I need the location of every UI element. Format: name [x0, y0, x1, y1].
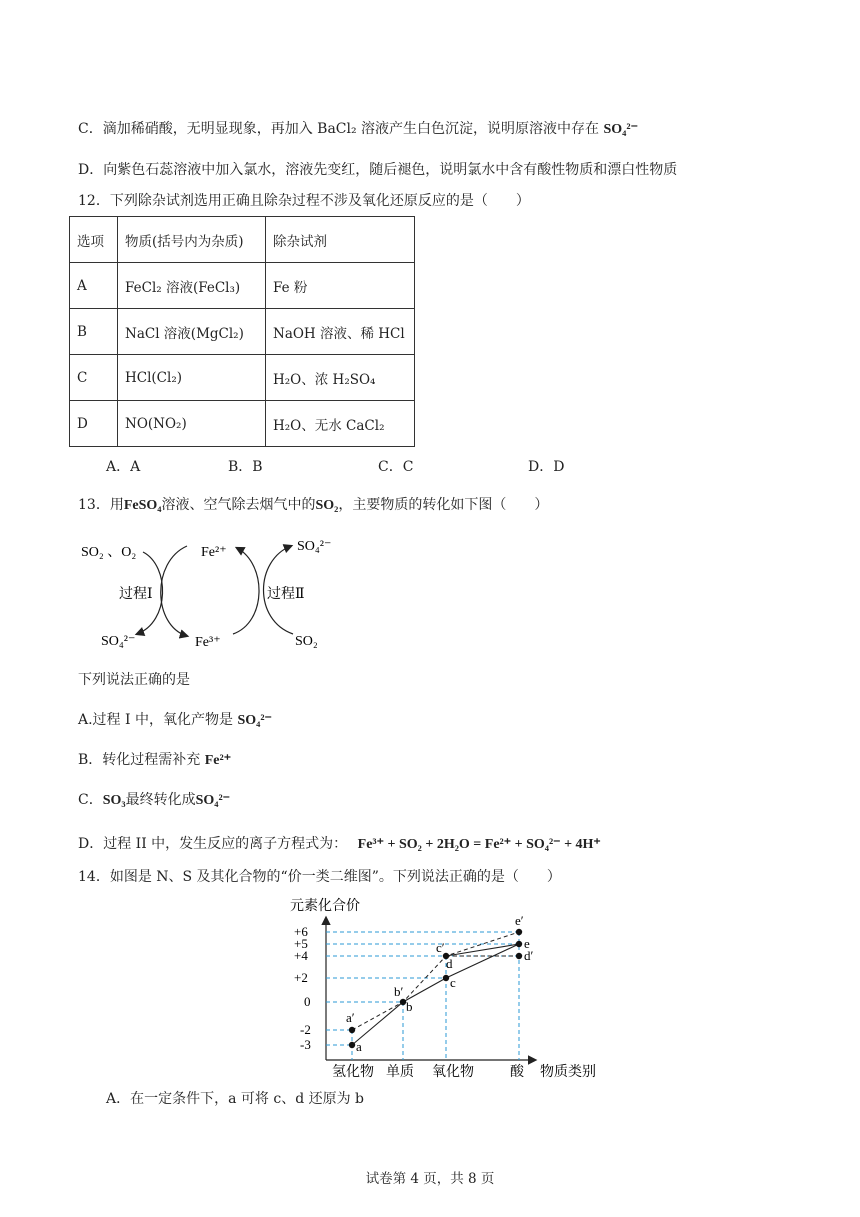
q14-valence-chart: [290, 890, 610, 1080]
y-tick-label: +5: [294, 936, 308, 951]
page-footer: 试卷第 4 页，共 8 页: [365, 1171, 495, 1187]
point-c: [443, 975, 449, 981]
q13-option-d-equation: Fe³⁺ + SO₂ + 2H₂O = Fe²⁺ + SO₄²⁻ + 4H⁺: [357, 837, 601, 852]
table-header-cell: 选项: [70, 217, 118, 263]
point-e: [516, 941, 522, 947]
diagram-label-so4-top: SO₄²⁻: [297, 539, 332, 554]
q14-option-a: A．在一定条件下，a 可将 c、d 还原为 b: [106, 1091, 365, 1107]
y-tick-label: +4: [294, 948, 308, 963]
q11-option-c-ion: SO₄²⁻: [603, 122, 638, 137]
label-e-prime: e′: [515, 913, 524, 928]
y-tick-label: +6: [294, 924, 308, 939]
table-row: [70, 263, 415, 309]
chart-y-title: 元素化合价: [290, 899, 360, 914]
q13-stem-suffix: ，主要物质的转化如下图（ ）: [338, 497, 549, 513]
label-e: e: [524, 936, 530, 951]
x-tick-label: 酸: [510, 1065, 524, 1080]
diagram-label-fe2: Fe²⁺: [201, 545, 227, 560]
label-b: b: [406, 999, 413, 1014]
table-cell: NO(NO₂): [118, 401, 266, 447]
q13-stem-feso4: FeSO₄: [123, 498, 162, 513]
q12-choice-c: C．C: [378, 459, 414, 475]
table-row: [70, 355, 415, 401]
label-b-prime: b′: [394, 984, 404, 999]
y-tick-label: -3: [300, 1037, 311, 1052]
table-cell: HCl(Cl₂): [118, 355, 266, 401]
q12-choice-a: A．A: [106, 459, 141, 475]
point-a: [349, 1042, 355, 1048]
q13-stem-so2: SO₂: [315, 498, 339, 513]
table-header-cell: 除杂试剂: [266, 217, 415, 263]
point-e-prime: [516, 929, 522, 935]
label-d: d: [446, 956, 453, 971]
q13-prompt: 下列说法正确的是: [78, 672, 190, 688]
diagram-label-so4-bottom: SO₄²⁻: [101, 634, 136, 649]
q13-option-d-text: D．过程 II 中，发生反应的离子方程式为：: [78, 836, 348, 852]
q12-choice-d: D．D: [528, 459, 565, 475]
table-cell: FeCl₂ 溶液(FeCl₃): [118, 263, 266, 309]
q13-option-c-ion: SO₄²⁻: [195, 793, 231, 808]
q13-option-c-text: 最终转化成: [125, 792, 196, 808]
q14-stem: 14．如图是 N、S 及其化合物的“价一类二维图”。下列说法正确的是（ ）: [78, 869, 561, 885]
q13-option-a: [78, 709, 272, 729]
diagram-label-process1: 过程Ⅰ: [119, 587, 153, 602]
point-labels: [346, 913, 534, 1054]
arc-middle-right: [233, 548, 259, 634]
table-row: [70, 309, 415, 355]
q13-option-c-so3: SO₃: [102, 793, 126, 808]
q13-cycle-diagram: [75, 530, 345, 660]
q13-option-d: [78, 833, 601, 853]
table-cell: C: [70, 355, 118, 401]
arc-middle-left: [161, 546, 187, 636]
q12-table: [69, 216, 415, 447]
q11-option-d: D．向紫色石蕊溶液中加入氯水，溶液先变红，随后褪色，说明氯水中含有酸性物质和漂白性物质: [78, 162, 678, 178]
q13-option-a-ion: SO₄²⁻: [237, 713, 272, 728]
q13-option-c: [78, 789, 230, 809]
series-main-line: [352, 944, 519, 1045]
q13-option-b-text: B．转化过程需补充: [78, 752, 201, 768]
y-tick-label: 0: [304, 994, 311, 1009]
x-tick-label: 单质: [386, 1065, 414, 1080]
table-cell: A: [70, 263, 118, 309]
table-header-cell: 物质(括号内为杂质): [118, 217, 266, 263]
y-tick-label: -2: [300, 1022, 311, 1037]
label-c: c: [450, 975, 456, 990]
table-cell: B: [70, 309, 118, 355]
chart-x-title: 物质类别: [540, 1065, 596, 1080]
diagram-label-so2-o2: SO₂ 、O₂: [81, 545, 137, 560]
table-header-row: [70, 217, 415, 263]
q13-option-b: [78, 749, 231, 769]
q13-stem: [78, 494, 548, 514]
label-d-prime: d′: [524, 948, 534, 963]
q13-stem-prefix: 13．用: [78, 497, 124, 513]
table-row: [70, 401, 415, 447]
label-a: a: [356, 1039, 362, 1054]
diagram-label-process2: 过程Ⅱ: [267, 587, 305, 602]
table-cell: H₂O、浓 H₂SO₄: [266, 355, 415, 401]
y-tick-label: +2: [294, 970, 308, 985]
guide-lines: [326, 932, 519, 1060]
x-ticks: [332, 1063, 525, 1080]
q11-option-c-text: C．滴加稀硝酸，无明显现象，再加入 BaCl₂ 溶液产生白色沉淀，说明原溶液中存在: [78, 121, 600, 137]
point-d-prime: [516, 953, 522, 959]
table-cell: Fe 粉: [266, 263, 415, 309]
x-tick-label: 氢化物: [332, 1065, 374, 1080]
label-c-prime: c′: [436, 940, 445, 955]
q13-option-c-prefix: C．: [78, 792, 103, 808]
diagram-label-so2-bottom: SO₂: [295, 634, 318, 649]
q13-option-b-ion: Fe²⁺: [204, 753, 232, 768]
label-a-prime: a′: [346, 1010, 355, 1025]
q12-choice-b: B．B: [228, 459, 263, 475]
q12-stem: 12．下列除杂试剂选用正确且除杂过程不涉及氧化还原反应的是（ ）: [78, 193, 530, 209]
q13-stem-mid: 溶液、空气除去烟气中的: [161, 497, 316, 513]
point-a-prime: [349, 1027, 355, 1033]
q13-option-a-text: A.过程 I 中，氧化产物是: [78, 712, 233, 728]
table-cell: H₂O、无水 CaCl₂: [266, 401, 415, 447]
table-cell: NaCl 溶液(MgCl₂): [118, 309, 266, 355]
y-ticks: [294, 924, 311, 1052]
x-tick-label: 氧化物: [432, 1065, 474, 1080]
diagram-label-fe3: Fe³⁺: [195, 635, 221, 650]
q11-option-c: [78, 118, 638, 138]
table-cell: D: [70, 401, 118, 447]
table-cell: NaOH 溶液、稀 HCl: [266, 309, 415, 355]
